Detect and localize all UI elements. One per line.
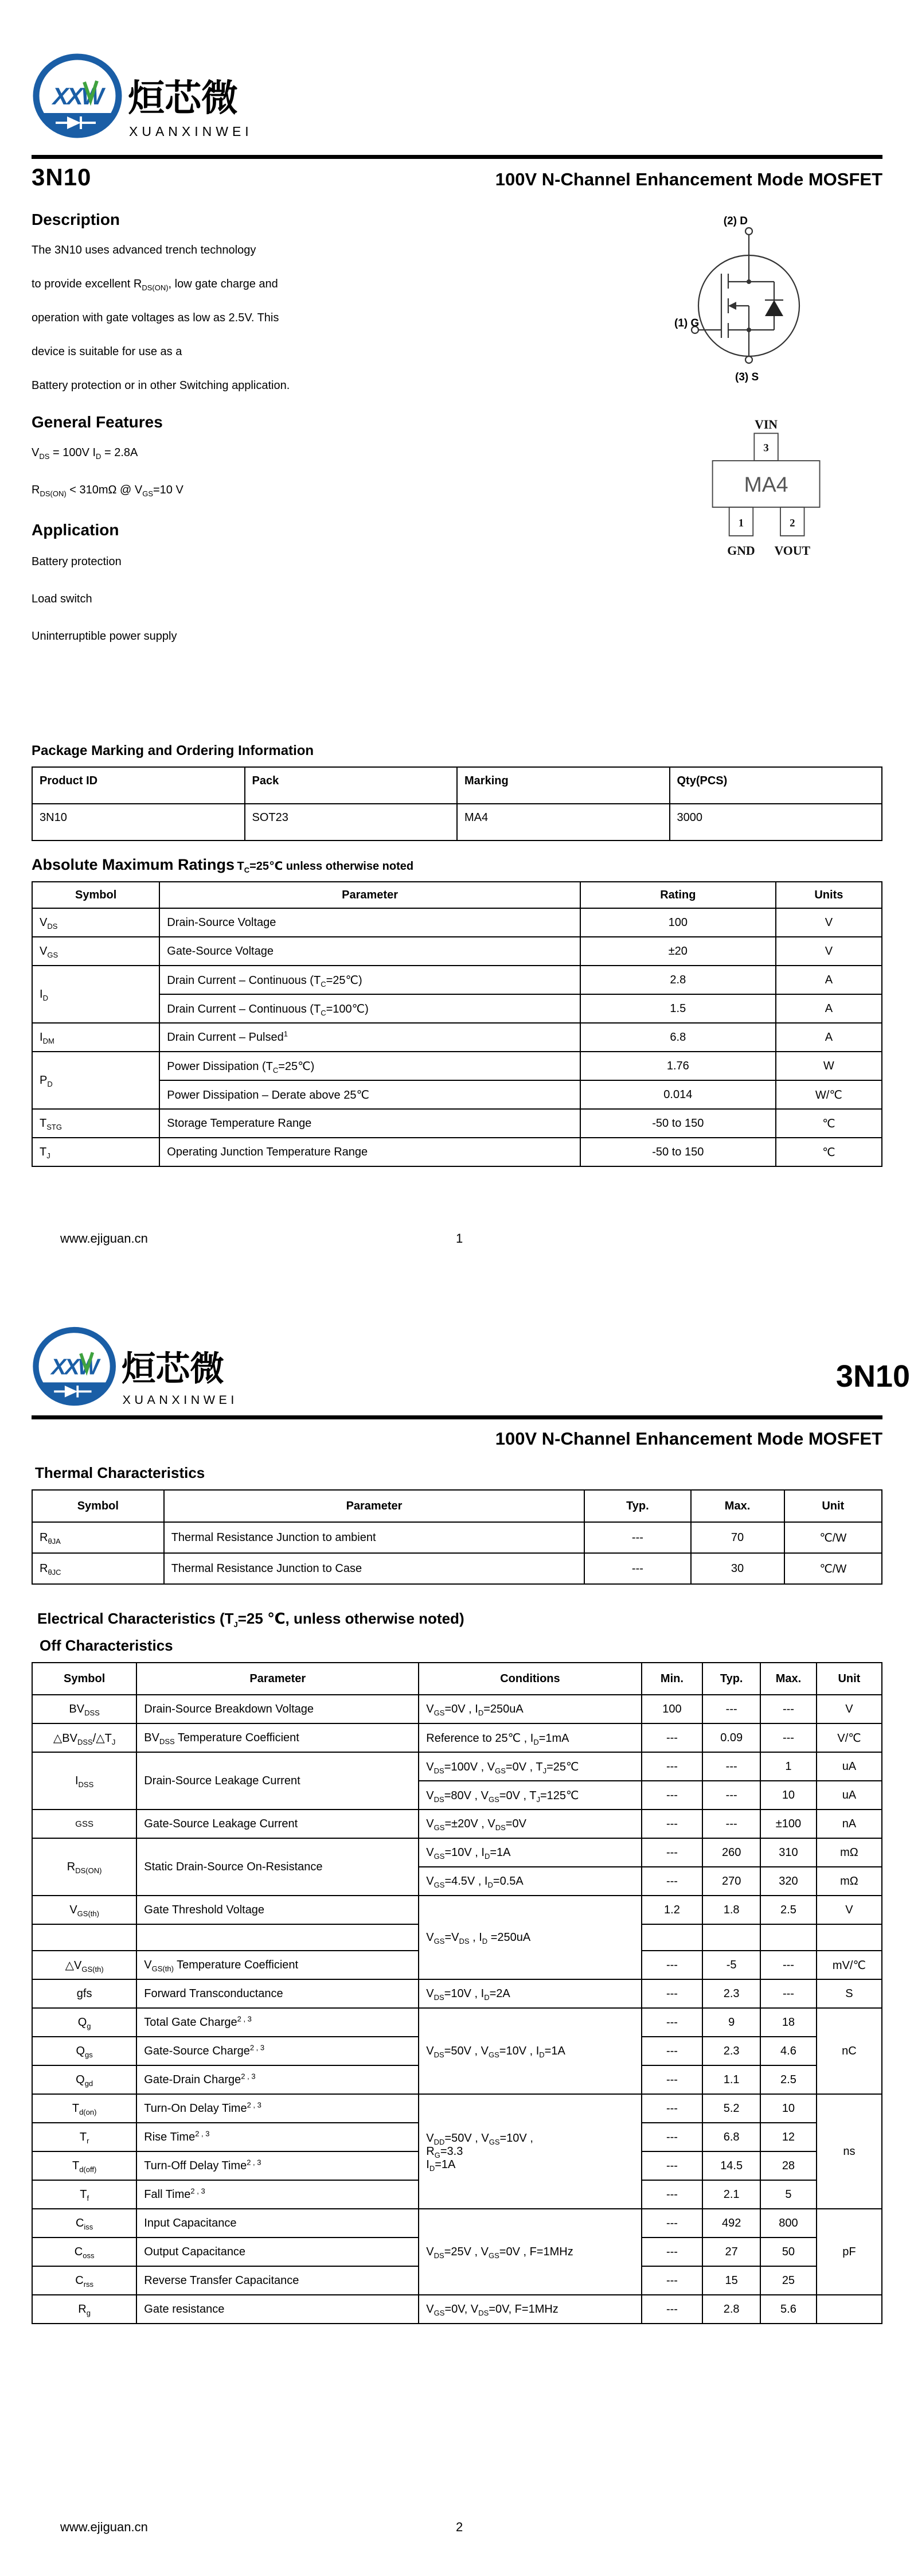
feature-line: $V_{DS} = 100V$ $I_D = 2.8A$ — [32, 446, 138, 461]
cell: V — [817, 1896, 882, 1924]
thermal-table — [32, 1489, 882, 1585]
header-row — [32, 1663, 882, 1695]
cell: --- — [584, 1522, 690, 1553]
cell: $T_f$ — [32, 2180, 136, 2209]
pin1-label: 1 — [738, 517, 744, 530]
logo-monogram: XXW — [52, 83, 103, 110]
column-header: Units — [776, 882, 882, 908]
cell: Drain Current – Continuous $(T_C=100℃)$ — [159, 994, 580, 1023]
cell: mΩ — [817, 1867, 882, 1896]
application-item: Uninterruptible power supply — [32, 630, 177, 643]
cell: --- — [702, 1752, 760, 1781]
amr-heading: Absolute Maximum Ratings — [32, 856, 235, 873]
thermal-heading: Thermal Characteristics — [35, 1464, 205, 1481]
cell: Drain-Source Voltage — [159, 908, 580, 937]
cell: ℃/W — [784, 1522, 882, 1553]
cell: --- — [760, 1951, 817, 1979]
cell: $V_{DS}=50V$ , $V_{GS}=10V$ , $I_D=1A$ — [419, 2008, 641, 2094]
header-divider — [32, 155, 882, 159]
cell: 1.1 — [702, 2065, 760, 2094]
cell: $R_g$ — [32, 2295, 136, 2324]
cell: $V_{DS}=25V$ , $V_{GS}=0V$ , F=1MHz — [419, 2209, 641, 2295]
cell: S — [817, 1979, 882, 2008]
cell: --- — [642, 1867, 703, 1896]
cell: --- — [760, 1695, 817, 1723]
cell: --- — [642, 1979, 703, 2008]
cell: Turn-Off Delay Time$^{2 , 3}$ — [136, 2151, 419, 2180]
cell: uA — [817, 1752, 882, 1781]
cell: 3000 — [670, 804, 882, 840]
ordering-table — [32, 766, 882, 841]
footer-page-number: 1 — [456, 1231, 463, 1246]
cell: Rise Time$^{2 , 3}$ — [136, 2123, 419, 2151]
vout-label: VOUT — [774, 544, 811, 558]
mosfet-arrow-icon — [728, 302, 736, 310]
cell: Drain Current – Continuous $(T_C=25℃)$ — [159, 966, 580, 994]
cell: $\triangle BV_{DSS}/\triangle T_J$ — [32, 1723, 136, 1752]
cell: Gate-Source Voltage — [159, 937, 580, 966]
cell: 28 — [760, 2151, 817, 2180]
cell: Power Dissipation $(T_C=25℃)$ — [159, 1052, 580, 1080]
cell — [136, 1924, 419, 1951]
cell: Turn-On Delay Time$^{2 , 3}$ — [136, 2094, 419, 2123]
cell: $I_D$ — [32, 966, 159, 1023]
table-row — [32, 1810, 882, 1838]
cell — [760, 1924, 817, 1951]
cell: V — [817, 1695, 882, 1723]
cell: $BV_{DSS}$ — [32, 1695, 136, 1723]
description-line: operation with gate voltages as low as 2.5V. This — [32, 312, 279, 324]
cell: 10 — [760, 1781, 817, 1810]
drain-pin-label: (2) D — [723, 215, 748, 227]
cell: ±100 — [760, 1810, 817, 1838]
cell: Reverse Transfer Capacitance — [136, 2266, 419, 2295]
cell: $V_{DS}=100V$ , $V_{GS}=0V$ , $T_J=25℃$ — [419, 1752, 641, 1781]
cell: --- — [642, 2295, 703, 2324]
logo-chinese-name: 烜芯微 — [121, 1349, 224, 1388]
cell: 270 — [702, 1867, 760, 1896]
cell: $V_{GS(th)}$ — [32, 1896, 136, 1924]
cell: 27 — [702, 2238, 760, 2266]
cell: Forward Transconductance — [136, 1979, 419, 2008]
cell: 14.5 — [702, 2151, 760, 2180]
cell: Gate-Source Charge$^{2 , 3}$ — [136, 2037, 419, 2065]
cell: Drain Current – Pulsed$^1$ — [159, 1023, 580, 1052]
cell: 50 — [760, 2238, 817, 2266]
cell: --- — [702, 1810, 760, 1838]
column-header: Parameter — [164, 1490, 585, 1522]
cell: $BV_{DSS}$ Temperature Coefficient — [136, 1723, 419, 1752]
company-logo — [32, 1322, 353, 1411]
cell: --- — [642, 2123, 703, 2151]
cell: $V_{GS}=\pm 20V$ , $V_{DS}=0V$ — [419, 1810, 641, 1838]
cell: 2.3 — [702, 2037, 760, 2065]
cell: gfs — [32, 1979, 136, 2008]
table-row — [32, 2094, 882, 2123]
cell: $I_{DM}$ — [32, 1023, 159, 1052]
cell: --- — [760, 1723, 817, 1752]
cell: Output Capacitance — [136, 2238, 419, 2266]
cell: A — [776, 994, 882, 1023]
cell: --- — [642, 2037, 703, 2065]
cell: Input Capacitance — [136, 2209, 419, 2238]
cell: Reference to 25℃ , $I_D=1mA$ — [419, 1723, 641, 1752]
cell: 10 — [760, 2094, 817, 2123]
cell: SOT23 — [245, 804, 458, 840]
description-line: to provide excellent $R_{DS(ON)}$, low gate charge and — [32, 278, 278, 292]
cell: Gate resistance — [136, 2295, 419, 2324]
cell: $P_D$ — [32, 1052, 159, 1109]
cell: mΩ — [817, 1838, 882, 1867]
cell: Gate Threshold Voltage — [136, 1896, 419, 1924]
cell: V — [776, 908, 882, 937]
cell: A — [776, 1023, 882, 1052]
application-list — [32, 555, 613, 643]
part-number: 3N10 — [835, 1359, 910, 1394]
feature-line: $R_{DS(ON)} < 310m\Omega$ @ $V_{GS}=10$ V — [32, 484, 183, 498]
cell: Power Dissipation – Derate above 25℃ — [159, 1080, 580, 1109]
cell: 0.014 — [580, 1080, 776, 1109]
cell: Storage Temperature Range — [159, 1109, 580, 1138]
cell: $\triangle V_{GS(th)}$ — [32, 1951, 136, 1979]
off-characteristics-table — [32, 1662, 882, 2324]
cell: $V_{GS}=V_{DS}$ , $I_D =250uA$ — [419, 1896, 641, 1979]
cell: Drain-Source Leakage Current — [136, 1752, 419, 1810]
cell: --- — [642, 2209, 703, 2238]
table-row — [32, 908, 882, 937]
cell: --- — [642, 1752, 703, 1781]
general-features-list — [32, 446, 613, 497]
column-header: Pack — [245, 767, 458, 804]
logo-chinese-name: 烜芯微 — [128, 77, 238, 119]
amr-subheading: $T_C=25℃$ unless otherwise noted — [237, 860, 414, 874]
cell: A — [776, 966, 882, 994]
pin3-label: 3 — [763, 442, 769, 454]
column-header: Symbol — [32, 1490, 164, 1522]
column-header: Parameter — [159, 882, 580, 908]
table-row — [32, 1752, 882, 1781]
table-row — [32, 1723, 882, 1752]
pin2-label: 2 — [790, 517, 795, 530]
cell: --- — [642, 1781, 703, 1810]
cell: W — [776, 1052, 882, 1080]
body-diode-icon — [765, 300, 783, 316]
cell: $Q_{gs}$ — [32, 2037, 136, 2065]
cell: 6.8 — [580, 1023, 776, 1052]
application-item: Load switch — [32, 593, 92, 605]
cell: $V_{GS}=4.5V$ , $I_D=0.5A$ — [419, 1867, 641, 1896]
datasheet-page-2 — [0, 1308, 910, 2576]
cell: --- — [642, 2266, 703, 2295]
cell: --- — [642, 2180, 703, 2209]
table-row — [32, 1522, 882, 1553]
column-header: Max. — [691, 1490, 784, 1522]
cell: GSS — [32, 1810, 136, 1838]
absolute-maximum-ratings-section — [32, 856, 882, 1167]
cell — [817, 2295, 882, 2324]
cell: 9 — [702, 2008, 760, 2037]
cell: $T_{d(on)}$ — [32, 2094, 136, 2123]
cell: --- — [760, 1979, 817, 2008]
cell: $V_{GS(th)}$ Temperature Coefficient — [136, 1951, 419, 1979]
cell: MA4 — [457, 804, 670, 840]
cell: 0.09 — [702, 1723, 760, 1752]
description-text — [32, 244, 613, 392]
cell: $C_{oss}$ — [32, 2238, 136, 2266]
cell — [642, 1924, 703, 1951]
column-header: Conditions — [419, 1663, 641, 1695]
table-row — [32, 1138, 882, 1166]
cell — [32, 1924, 136, 1951]
cell: 5.2 — [702, 2094, 760, 2123]
cell: nA — [817, 1810, 882, 1838]
cell: Fall Time$^{2 , 3}$ — [136, 2180, 419, 2209]
source-pin-label: (3) S — [735, 371, 759, 383]
column-header: Min. — [642, 1663, 703, 1695]
footer-page-number: 2 — [456, 2520, 463, 2534]
cell: 1.76 — [580, 1052, 776, 1080]
cell: $V_{GS}=0V$, $V_{DS}=0V$, F=1MHz — [419, 2295, 641, 2324]
cell: --- — [642, 1723, 703, 1752]
cell: 70 — [691, 1522, 784, 1553]
column-header: Max. — [760, 1663, 817, 1695]
logo-chord — [40, 113, 115, 137]
cell: -5 — [702, 1951, 760, 1979]
table-row — [32, 994, 882, 1023]
footer-website: www.ejiguan.cn — [60, 1231, 148, 1246]
cell: 100 — [580, 908, 776, 937]
cell: Operating Junction Temperature Range — [159, 1138, 580, 1166]
cell: $R_{\theta JA}$ — [32, 1522, 164, 1553]
logo-monogram: XXW — [51, 1355, 98, 1380]
amr-table — [32, 881, 882, 1167]
cell: Thermal Resistance Junction to Case — [164, 1553, 585, 1584]
table-row — [32, 1896, 882, 1924]
description-line: The 3N10 uses advanced trench technology — [32, 244, 256, 256]
cell: $I_{DSS}$ — [32, 1752, 136, 1810]
cell: $T_{STG}$ — [32, 1109, 159, 1138]
header-row — [32, 767, 882, 804]
cell: nC — [817, 2008, 882, 2094]
cell: 1.5 — [580, 994, 776, 1023]
footer-website: www.ejiguan.cn — [60, 2520, 148, 2534]
table-row — [32, 1553, 882, 1584]
table-row — [32, 1695, 882, 1723]
cell: Gate-Drain Charge$^{2 , 3}$ — [136, 2065, 419, 2094]
cell: 3N10 — [32, 804, 245, 840]
column-header: Symbol — [32, 1663, 136, 1695]
ordering-heading: Package Marking and Ordering Information — [32, 743, 314, 758]
mosfet-symbol-diagram — [670, 214, 814, 386]
table-row — [32, 1109, 882, 1138]
cell: --- — [642, 2094, 703, 2123]
ordering-section — [32, 743, 882, 841]
cell: $V_{GS}=10V$ , $I_D=1A$ — [419, 1838, 641, 1867]
cell: $R_{\theta JC}$ — [32, 1553, 164, 1584]
gnd-label: GND — [727, 544, 755, 558]
cell: --- — [642, 2238, 703, 2266]
cell: ℃ — [776, 1109, 882, 1138]
cell: 30 — [691, 1553, 784, 1584]
application-heading: Application — [32, 521, 119, 539]
cell: 4.6 — [760, 2037, 817, 2065]
cell: 1.2 — [642, 1896, 703, 1924]
off-characteristics-heading: Off Characteristics — [40, 1637, 173, 1654]
table-row — [32, 2295, 882, 2324]
logo-english-name: XUANXINWEI — [122, 1392, 238, 1407]
cell: 2.3 — [702, 1979, 760, 2008]
table-row — [32, 937, 882, 966]
cell: 260 — [702, 1838, 760, 1867]
cell: Thermal Resistance Junction to ambient — [164, 1522, 585, 1553]
column-header: Parameter — [136, 1663, 419, 1695]
cell: 320 — [760, 1867, 817, 1896]
table-row — [32, 2008, 882, 2037]
cell: V — [776, 937, 882, 966]
cell — [702, 1924, 760, 1951]
cell: 2.8 — [702, 2295, 760, 2324]
description-line: Battery protection or in other Switching application. — [32, 379, 290, 392]
cell: $V_{DS}=80V$ , $V_{GS}=0V$ , $T_J=125℃$ — [419, 1781, 641, 1810]
cell: $T_r$ — [32, 2123, 136, 2151]
cell: 1.8 — [702, 1896, 760, 1924]
cell: ns — [817, 2094, 882, 2209]
cell: --- — [584, 1553, 690, 1584]
cell: --- — [702, 1695, 760, 1723]
cell: W/℃ — [776, 1080, 882, 1109]
cell: 2.8 — [580, 966, 776, 994]
cell: Gate-Source Leakage Current — [136, 1810, 419, 1838]
cell: 18 — [760, 2008, 817, 2037]
cell: $C_{iss}$ — [32, 2209, 136, 2238]
cell: 2.5 — [760, 2065, 817, 2094]
cell: -50 to 150 — [580, 1109, 776, 1138]
cell: --- — [642, 1838, 703, 1867]
table-row — [32, 966, 882, 994]
column-header: Marking — [457, 767, 670, 804]
gate-pin-label: (1) G — [674, 317, 700, 329]
cell: 1 — [760, 1752, 817, 1781]
header-row — [32, 1490, 882, 1522]
cell: 5 — [760, 2180, 817, 2209]
table-row — [32, 1080, 882, 1109]
table-row — [32, 1023, 882, 1052]
cell: --- — [642, 2065, 703, 2094]
cell: $V_{GS}$ — [32, 937, 159, 966]
cell: $Q_g$ — [32, 2008, 136, 2037]
company-logo — [32, 49, 376, 143]
cell: --- — [702, 1781, 760, 1810]
table-row — [32, 1052, 882, 1080]
cell: ℃ — [776, 1138, 882, 1166]
cell: 100 — [642, 1695, 703, 1723]
cell: uA — [817, 1781, 882, 1810]
general-features-heading: General Features — [32, 413, 163, 431]
vin-label: VIN — [755, 419, 778, 431]
cell: 6.8 — [702, 2123, 760, 2151]
cell: $V_{DD}=50V$ , $V_{GS}=10V$ , $R_G=3.3$ $I_D=1A$ — [419, 2094, 641, 2209]
cell: 12 — [760, 2123, 817, 2151]
package-marking: MA4 — [744, 472, 788, 497]
cell: 2.5 — [760, 1896, 817, 1924]
cell — [817, 1924, 882, 1951]
cell: mV/℃ — [817, 1951, 882, 1979]
cell: $V_{GS}=0V$ , $I_D=250uA$ — [419, 1695, 641, 1723]
cell: $Q_{gd}$ — [32, 2065, 136, 2094]
left-column — [32, 211, 613, 667]
column-header: Unit — [817, 1663, 882, 1695]
column-header: Qty(PCS) — [670, 767, 882, 804]
logo-english-name: XUANXINWEI — [129, 124, 253, 139]
column-header: Typ. — [584, 1490, 690, 1522]
table-row — [32, 1838, 882, 1867]
cell: 25 — [760, 2266, 817, 2295]
right-column — [613, 211, 882, 667]
table-row — [32, 1979, 882, 2008]
page-title: 100V N-Channel Enhancement Mode MOSFET — [495, 1429, 882, 1449]
column-header: Product ID — [32, 767, 245, 804]
cell: 15 — [702, 2266, 760, 2295]
column-header: Rating — [580, 882, 776, 908]
column-header: Typ. — [702, 1663, 760, 1695]
cell: --- — [642, 1810, 703, 1838]
header-row — [32, 882, 882, 908]
cell: V/℃ — [817, 1723, 882, 1752]
package-pinout-diagram — [688, 419, 842, 562]
cell: ±20 — [580, 937, 776, 966]
cell: 800 — [760, 2209, 817, 2238]
header-divider — [32, 1415, 882, 1419]
cell: --- — [642, 1951, 703, 1979]
table-row — [32, 2209, 882, 2238]
cell: --- — [642, 2008, 703, 2037]
description-heading: Description — [32, 211, 120, 228]
cell: 492 — [702, 2209, 760, 2238]
electrical-characteristics-heading: Electrical Characteristics ($T_J=25$ ℃, unless otherwise noted) — [37, 1610, 464, 1629]
column-header: Symbol — [32, 882, 159, 908]
cell: 2.1 — [702, 2180, 760, 2209]
cell: Drain-Source Breakdown Voltage — [136, 1695, 419, 1723]
application-item: Battery protection — [32, 555, 122, 568]
description-line: device is suitable for use as a — [32, 345, 182, 358]
cell: $V_{DS}=10V$ , $I_D=2A$ — [419, 1979, 641, 2008]
cell: --- — [642, 2151, 703, 2180]
cell: $V_{DS}$ — [32, 908, 159, 937]
page-title: 100V N-Channel Enhancement Mode MOSFET — [495, 169, 882, 189]
part-number: 3N10 — [32, 164, 92, 190]
cell: ℃/W — [784, 1553, 882, 1584]
cell: $T_J$ — [32, 1138, 159, 1166]
cell: pF — [817, 2209, 882, 2295]
cell: -50 to 150 — [580, 1138, 776, 1166]
column-header: Unit — [784, 1490, 882, 1522]
table-row — [32, 804, 882, 840]
cell: 5.6 — [760, 2295, 817, 2324]
cell: 310 — [760, 1838, 817, 1867]
cell: $R_{DS(ON)}$ — [32, 1838, 136, 1896]
cell: $T_{d(off)}$ — [32, 2151, 136, 2180]
cell: $C_{rss}$ — [32, 2266, 136, 2295]
cell: Total Gate Charge$^{2 , 3}$ — [136, 2008, 419, 2037]
cell: Static Drain-Source On-Resistance — [136, 1838, 419, 1896]
